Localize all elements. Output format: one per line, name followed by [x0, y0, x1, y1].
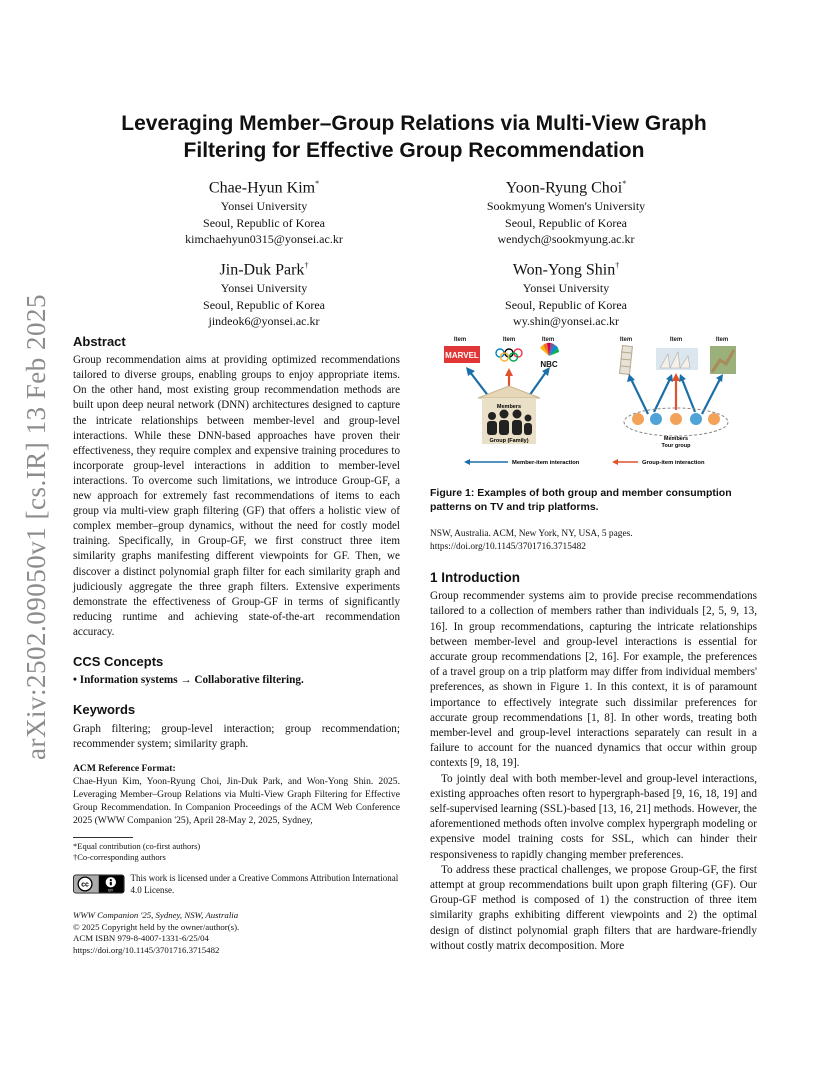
svg-text:cc: cc — [81, 881, 89, 889]
author-affiliation: Sookmyung Women's University — [486, 199, 646, 214]
leaning-tower-icon — [620, 346, 633, 375]
item-label: Item — [453, 337, 467, 343]
abstract-text: Group recommendation aims at providing optimized recommendations tailored to diverse groups, enabling groups to enjoy appropriate items. On the other hand, most existing group recommendation methods are built upon deep neural network (DNN) architectures designed to capture the intricate relationships between member-level and group-level interactions. While these DNN-based approaches have proven their effectiveness, they require complex and expensive training procedures to incorporate group-level interactions in addition to member-level interactions. To overcome such limitations, we introduce Group-GF, a new approach for extremely fast recommendations of items to each group via multi-view graph filtering (GF) that offers a holistic view of complex member–group dynamics, without the need for costly model training. Specifically, in Group-GF, we first construct three item similarity graphs manifesting different viewpoints for GF. Then, we discover a distinct polynomial graph filter for each similarity graph and judiciously aggregate the three graph filters. Extensive experiments demonstrate the effectiveness of Group-GF in terms of significantly reducing runtime and achieving state-of-the-art recommendation accuracy. — [73, 354, 400, 638]
item-label: Item — [669, 337, 683, 343]
right-arrows — [631, 379, 720, 414]
footnote-equal: *Equal contribution (co-first authors) — [73, 841, 201, 851]
author-mark: † — [304, 261, 309, 270]
footnote-rule — [73, 837, 133, 838]
author-email: wy.shin@yonsei.ac.kr — [513, 314, 619, 329]
author-block — [426, 174, 706, 248]
legend-member-item: Member-item interaction — [512, 460, 580, 466]
left-column — [73, 334, 400, 956]
members-label: Members — [496, 404, 522, 410]
introduction-paragraph-1: Group recommender systems aim to provide precise recommendations tailored to a collection of members rather than individuals [2, 5, 9, 13, 16]. In group recommendations, capturing the intricate relationships between member-level and group-level interactions is essential for accurate group recommendations [2, 16]. For example, the preferences of a travel group on a trip platform may differ from individual members' preferences, as shown in Figure 1. In this context, it is of paramount importance to effectively integrate such dissimilar preferences for accurate group recommendations [1, 8]. In other words, treating both member-level and group-level interactions separately can result in a failure to account for the nuanced dynamics that occur within group contexts [9, 18, 19]. — [430, 590, 757, 770]
figure-1 — [430, 334, 760, 470]
author-block — [124, 174, 404, 248]
author-location: Seoul, Republic of Korea — [505, 215, 627, 230]
paper-title — [72, 110, 756, 164]
author-affiliation: Yonsei University — [220, 199, 308, 214]
footnote-corresponding: †Co-corresponding authors — [73, 852, 166, 862]
legend-group-item: Group-item interaction — [642, 460, 705, 466]
keywords-heading: Keywords — [73, 702, 136, 718]
ccs-concepts: • Information systems → Collaborative filtering. — [73, 674, 304, 687]
author-block — [124, 256, 404, 330]
author-email: jindeok6@yonsei.ac.kr — [208, 314, 320, 329]
author-block — [426, 256, 706, 330]
abstract-heading: Abstract — [73, 334, 126, 349]
item-label: Item — [619, 337, 633, 343]
right-column — [430, 486, 757, 954]
isbn: ACM ISBN 979-8-4007-1331-6/25/04 — [73, 933, 209, 943]
introduction-paragraph-2: To jointly deal with both member-level and group-level interactions, existing approaches often resort to hypergraph-based [9, 16, 18, 19] and self-supervised learning (SSL)-based [13, 16, 21] methods. However, the aforementioned methods often involve complex hypergraph modeling or expensive model training costs for SSL, which can hinder their responsiveness to rapidly changing member preferences. — [430, 772, 758, 861]
title-line-1: Leveraging Member–Group Relations via Multi-View Graph — [121, 112, 707, 135]
olympic-rings-icon — [496, 349, 522, 361]
author-name: Chae-Hyun Kim — [208, 179, 316, 197]
members-label: Members — [663, 436, 689, 442]
figure-caption: Figure 1: Examples of both group and member consumption patterns on TV and trip platforms. — [430, 487, 732, 513]
item-label: Item — [502, 337, 516, 343]
copyright: © 2025 Copyright held by the owner/author(s). — [73, 921, 240, 932]
author-affiliation: Yonsei University — [220, 281, 308, 296]
license-block — [73, 873, 400, 896]
title-line-2: Filtering for Effective Group Recommendation — [183, 139, 645, 162]
acm-reference-continued: NSW, Australia. ACM, New York, NY, USA, 5 pages. https://doi.org/10.1145/3701716.3715482 — [430, 529, 633, 552]
opera-house-icon — [656, 348, 698, 370]
keywords-text: Graph filtering; group-level interaction; group recommendation; recommender system; similarity graph. — [73, 722, 400, 750]
author-mark: * — [622, 179, 627, 188]
introduction-paragraph-3: To address these practical challenges, we propose Group-GF, the first attempt at group recommendations built upon graph filtering (GF). Our Group-GF method is composed of 1) the construction of three item similarity graphs exhibiting different viewpoints and 2) the optimal design of distinct polynomial graph filters that are hardware-friendly without costly matrix decomposition. More — [430, 863, 757, 952]
author-name: Won-Yong Shin — [512, 261, 616, 279]
author-mark: † — [615, 261, 620, 270]
author-location: Seoul, Republic of Korea — [505, 297, 627, 312]
introduction-heading: 1 Introduction — [430, 570, 520, 585]
tour-members-icon — [632, 413, 720, 425]
author-email: wendych@sookmyung.ac.kr — [497, 232, 635, 247]
arxiv-identifier: arXiv:2502.09050v1 [cs.IR] 13 Feb 2025 — [21, 294, 51, 760]
author-affiliation: Yonsei University — [522, 281, 610, 296]
item-label: Item — [715, 337, 729, 343]
svg-text:BY: BY — [108, 888, 114, 893]
nbc-logo-text: NBC — [540, 360, 558, 369]
nbc-peacock-icon — [540, 343, 559, 356]
venue: WWW Companion '25, Sydney, NSW, Australia — [73, 910, 239, 920]
great-wall-icon — [710, 346, 736, 374]
marvel-logo-text: MARVEL — [445, 351, 479, 360]
item-label: Item — [541, 337, 555, 343]
ccs-heading: CCS Concepts — [73, 653, 164, 669]
author-email: kimchaehyun0315@yonsei.ac.kr — [185, 232, 343, 247]
doi[interactable]: https://doi.org/10.1145/3701716.3715482 — [73, 944, 220, 955]
acm-reference-text: Chae-Hyun Kim, Yoon-Ryung Choi, Jin-Duk Park, and Won-Yong Shin. 2025. Leveraging Member–Group Relations via Multi-View Graph Filtering for Effective Group Recommendation. In Companion Proceedings of the ACM Web Conference 2025 (WWW Companion '25), April 28-May 2, 2025, Sydney, — [73, 776, 400, 826]
author-location: Seoul, Republic of Korea — [203, 297, 325, 312]
group-family-label: Group (Family) — [489, 438, 529, 444]
tour-group-label: Tour group — [661, 443, 691, 449]
author-name: Jin-Duk Park — [219, 261, 305, 279]
license-text: This work is licensed under a Creative Commons Attribution International 4.0 License. — [130, 873, 399, 895]
author-mark: * — [315, 179, 320, 188]
acm-reference-heading: ACM Reference Format: — [73, 763, 176, 774]
author-name: Yoon-Ryung Choi — [505, 179, 623, 197]
creative-commons-icon — [73, 873, 125, 895]
author-location: Seoul, Republic of Korea — [203, 215, 325, 230]
